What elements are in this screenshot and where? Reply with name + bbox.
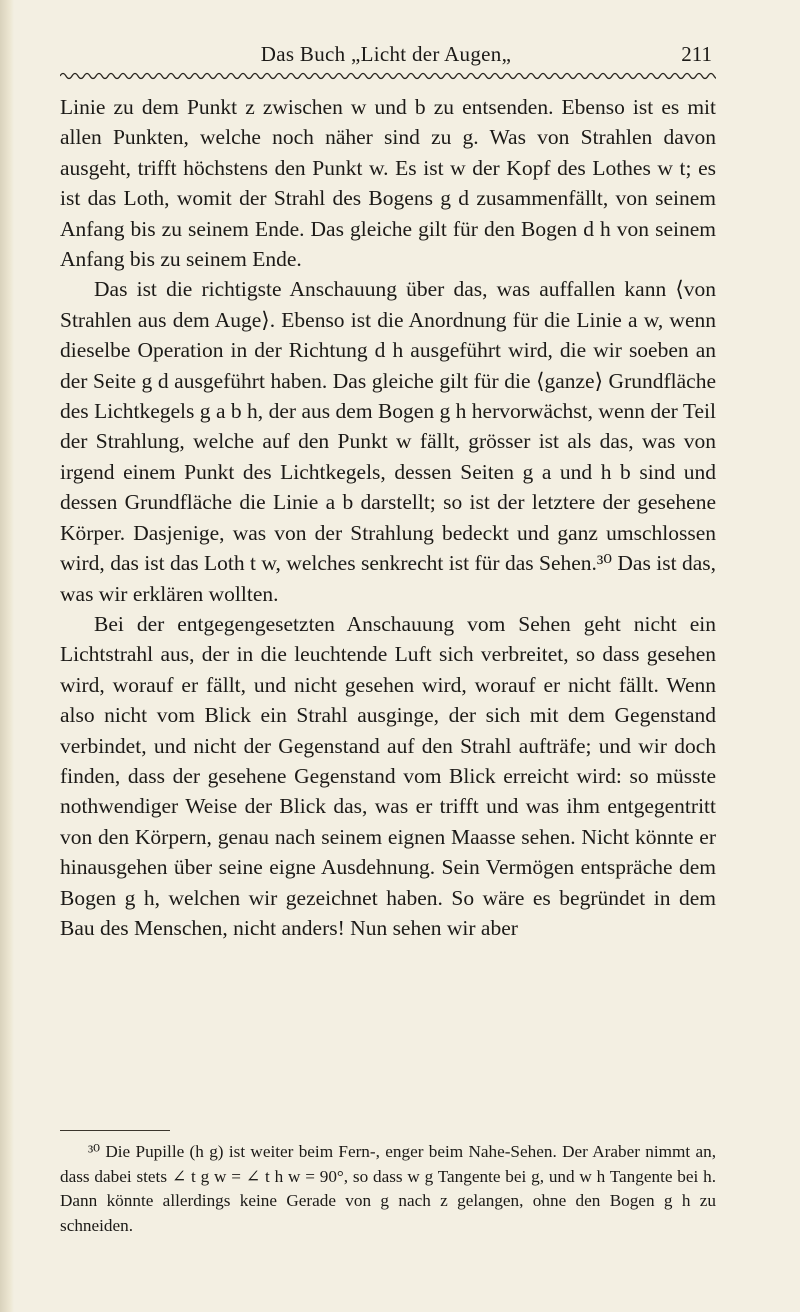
paragraph: Bei der entgegengesetzten Anschauung vom Sehen geht nicht ein Lichtstrahl aus, der in die leuchtende Luft sich verbreitet, so dass gesehen wird, worauf er fällt, und nicht gesehen wird, worauf er nicht fällt. Wenn also nicht vom Blick ein Strahl ausginge, der sich mit dem Gegenstand verbindet, und nicht der Gegenstand auf den Strahl aufträfe; und wir doch finden, dass der gesehene Gegenstand vom Blick erreicht wird: so müsste nothwendiger Weise der Blick das, was er trifft und was ihm entgegentritt von den Körpern, genau nach seinem eignen Maasse sehen. Nicht könnte er hinausgehen über seine eigne Ausdehnung. Sein Vermögen entspräche dem Bogen g h, welchen wir gezeichnet haben. So wäre es begründet in dem Bau des Menschen, nicht anders! Nun sehen wir aber	[60, 611, 716, 940]
paragraph: Linie zu dem Punkt z zwischen w und b zu entsenden. Ebenso ist es mit allen Punkten, welche noch näher sind zu g. Was von Strahlen davon ausgeht, trifft höchstens den Punkt w. Es ist w der Kopf des Lothes w t; es ist das Loth, womit der Strahl des Bogens g d zusammenfällt, von seinem Anfang bis zu seinem Ende. Das gleiche gilt für den Bogen d h von seinem Anfang bis zu seinem Ende.	[60, 95, 716, 272]
footnote	[60, 1140, 716, 1238]
page-number: 211	[681, 42, 712, 66]
wavy-rule-ornament	[60, 70, 716, 82]
running-title: Das Buch „Licht der Augen„	[260, 42, 512, 66]
page-edge	[0, 0, 14, 1312]
body-text	[60, 92, 716, 943]
footnote-text: ³⁰ Die Pupille (h g) ist weiter beim Fern-, enger beim Nahe-Sehen. Der Araber nimmt an, dass dabei stets ∠ t g w = ∠ t h w = 90°, so dass w g Tangente bei g, und w h Tangente bei h. Dann könnte allerdings keine Gerade von g nach z gelangen, ohne den Bogen g h zu schneiden.	[60, 1142, 716, 1235]
footnote-rule	[60, 1130, 170, 1131]
paragraph: Das ist die richtigste Anschauung über das, was auffallen kann ⟨von Strahlen aus dem Auge⟩. Ebenso ist die Anordnung für die Linie a w, wenn dieselbe Operation in der Richtung d h ausgeführt wird, die wir soeben an der Seite g d ausgeführt haben. Das gleiche gilt für die ⟨ganze⟩ Grundfläche des Lichtkegels g a b h, der aus dem Bogen g h hervorwächst, wenn der Teil der Strahlung, welche auf den Punkt w fällt, grösser ist als das, was von irgend einem Punkt des Lichtkegels, dessen Seiten g a und h b sind und dessen Grundfläche die Linie a b darstellt; so ist der letztere der gesehene Körper. Dasjenige, was von der Strahlung bedeckt und ganz umschlossen wird, das ist das Loth t w, welches senkrecht ist für das Sehen.³⁰ Das ist das, was wir erklären wollten.	[60, 277, 716, 606]
